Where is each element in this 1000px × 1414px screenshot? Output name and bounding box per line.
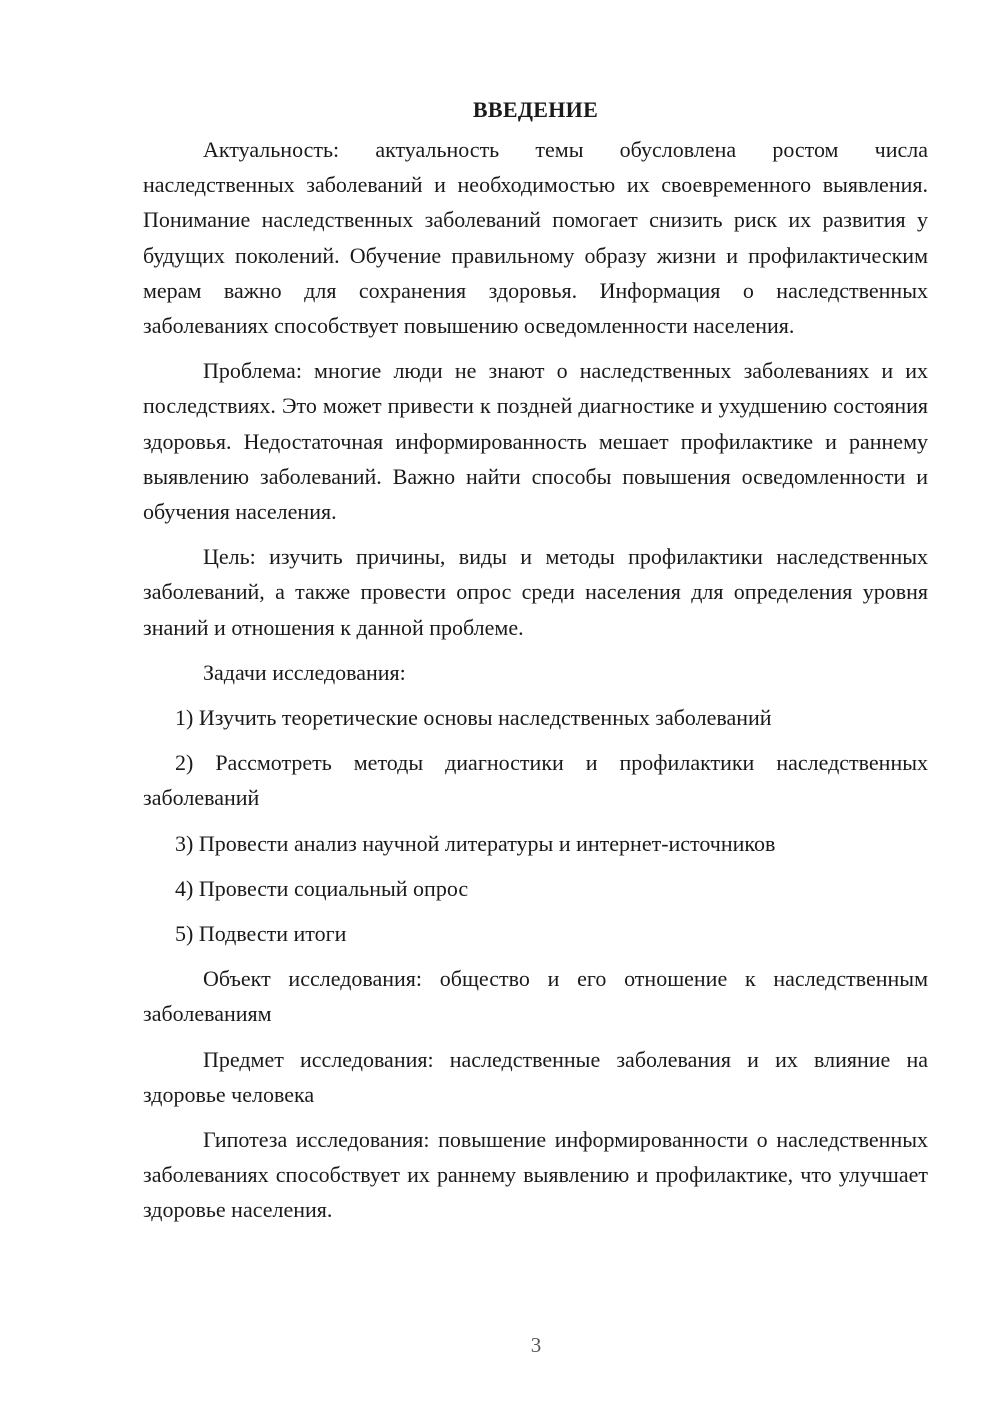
page-number: 3 xyxy=(530,1333,542,1357)
subject-paragraph: Предмет исследования: наследственные заболевания и их влияние на здоровье человека xyxy=(143,1046,928,1107)
problem-paragraph: Проблема: многие люди не знают о наследственных заболеваниях и их последствиях. Это может привести к поздней диагностике и ухудшению состояния здоровья. Недостаточная информированность мешает профилактике и раннему выявлению заболеваний. Важно найти способы повышения осведомленности и обучения населения. xyxy=(143,358,928,525)
tasks-heading: Задачи исследования: xyxy=(203,659,406,685)
hypothesis-paragraph: Гипотеза исследования: повышение информированности о наследственных заболеваниях способствует их раннему выявлению и профилактике, что улучшает здоровье населения. xyxy=(143,1127,928,1223)
task-item: 3) Провести анализ научной литературы и интернет-источников xyxy=(175,830,776,856)
task-item: 5) Подвести итоги xyxy=(175,921,347,947)
section-title: ВВЕДЕНИЕ xyxy=(472,97,599,122)
task-item: 2) Рассмотреть методы диагностики и профилактики наследственных заболеваний xyxy=(143,750,928,811)
task-item: 4) Провести социальный опрос xyxy=(175,875,469,901)
relevance-paragraph: Актуальность: актуальность темы обусловлена ростом числа наследственных заболеваний и необходимостью их своевременного выявления. Понимание наследственных заболеваний помогает снизить риск их развития у будущих поколений. Обучение правильному образу жизни и профилактическим мерам важно для сохранения здоровья. Информация о наследственных заболеваниях способствует повышению осведомленности населения. xyxy=(143,137,928,339)
task-item: 1) Изучить теоретические основы наследственных заболеваний xyxy=(175,705,772,731)
object-paragraph: Объект исследования: общество и его отношение к наследственным заболеваниям xyxy=(143,966,928,1027)
document-page xyxy=(143,92,928,1238)
goal-paragraph: Цель: изучить причины, виды и методы профилактики наследственных заболеваний, а также провести опрос среди населения для определения уровня знаний и отношения к данной проблеме. xyxy=(143,544,928,640)
